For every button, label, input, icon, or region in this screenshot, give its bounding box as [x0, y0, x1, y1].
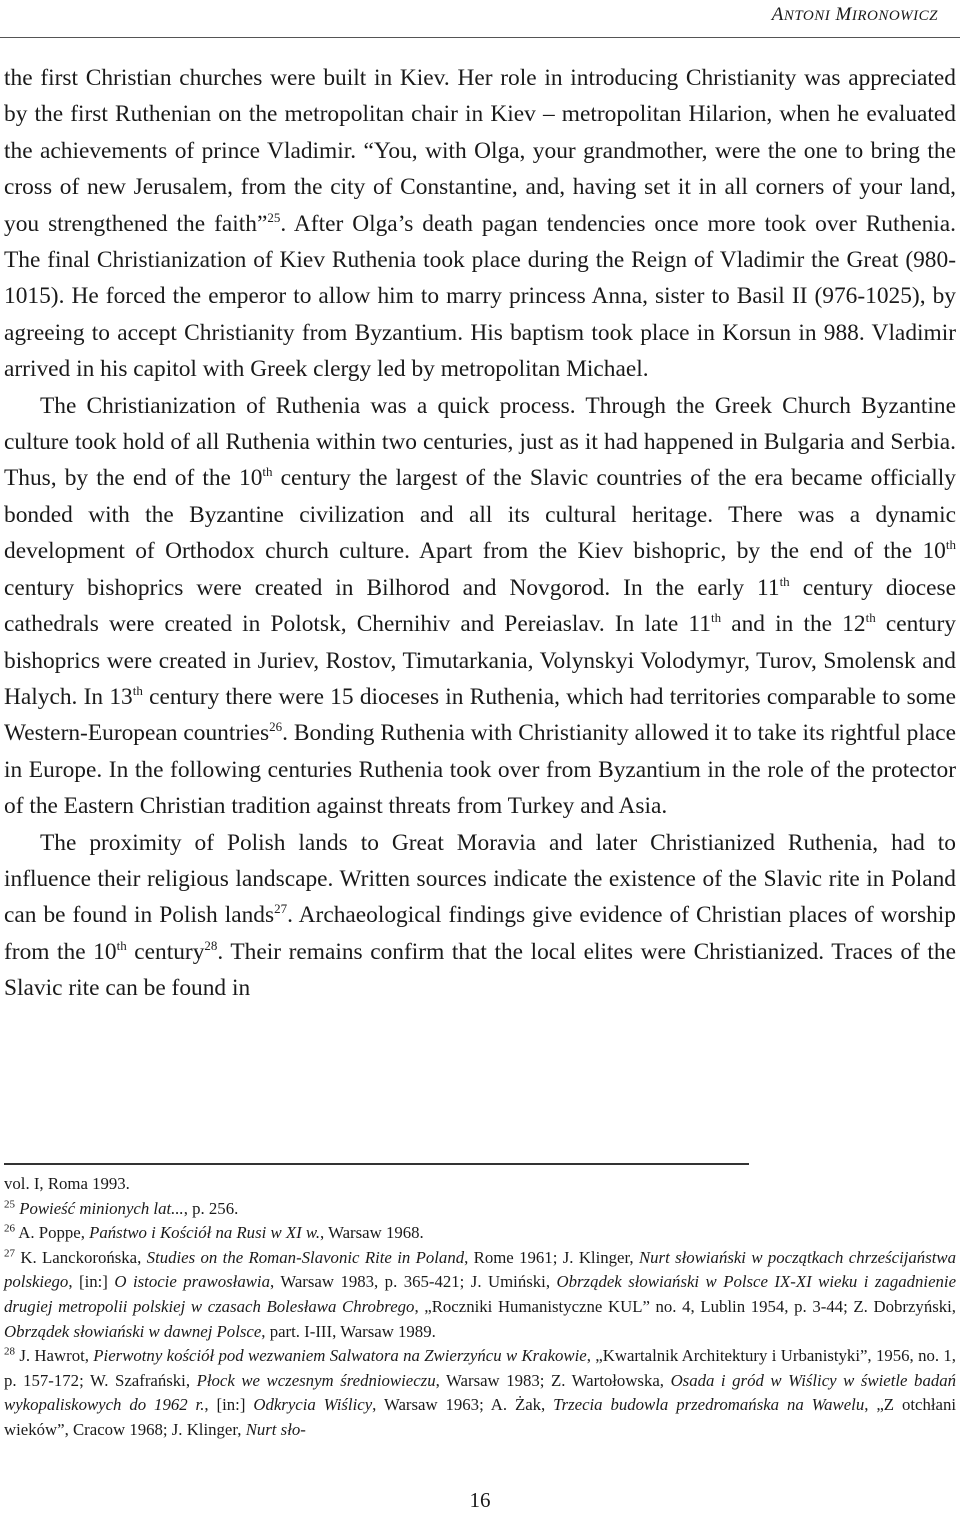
header-rule: [0, 37, 960, 38]
footnote-ref-28[interactable]: 28: [204, 937, 218, 953]
paragraph-2: The Christianization of Ruthenia was a quick process. Through the Greek Church Byzantine culture took hold of all Ruthenia within two centuries, just as it had happened in Bulgaria and Serbia. Thus, by the end of the 10th century the largest of the Slavic countries of the era became officially bonded with the Byzantine civilization and all its cultural heritage. There was a dynamic development of Orthodox church culture. Apart from the Kiev bishopric, by the end of the 10th century bishoprics were created in Bilhorod and Novgorod. In the early 11th century diocese cathedrals were created in Polotsk, Chernihiv and Pereiaslav. In late 11th and in the 12th century bishoprics were created in Juriev, Rostov, Timutarkania, Volynskyi Volodymyr, Turov, Smolensk and Halych. In 13th century there were 15 dioceses in Ruthenia, which had territories comparable to some Western-European countries$^{26}$. Bonding Ruthenia with Christianity allowed it to take its rightful place in Europe. In the following centuries Ruthenia took over from Byzantium in the role of the protector of the Eastern Christian tradition against threats from Turkey and Asia.: [4, 392, 957, 820]
footnote-rule: [4, 1163, 749, 1165]
footnote-25: $^{25}$ Powieść minionych lat..., p. 256.: [4, 1198, 239, 1218]
footnote-26: $^{26}$ A. Poppe, Państwo i Kościół na Rusi w XI w., Warsaw 1968.: [4, 1222, 424, 1243]
footnotes: [4, 1172, 956, 1443]
footnote-ref-27[interactable]: 27: [274, 901, 288, 917]
footnote-27: $^{27}$ K. Lanckorońska, Studies on the Roman-Slavonic Rite in Poland, Rome 1961; J. Klinger, Nurt słowiański w początkach chrześcijaństwa polskiego, [in:] O istocie prawosławia, Warsaw 1983, p. 365-421; J. Umiński, Obrządek słowiański w Polsce IX-XI wieku i zagadnienie drugiej metropolii polskiej w czasach Bolesława Chrobrego, „Roczniki Humanistyczne KUL” no. 4, Lublin 1954, p. 3-44; Z. Dobrzyński, Obrządek słowiański w dawnej Polsce, part. I-III, Warsaw 1989.: [4, 1247, 957, 1341]
paragraph-1: the first Christian churches were built in Kiev. Her role in introducing Christianity was appreciated by the first Ruthenian on the metropolitan chair in Kiev – metropolitan Hilarion, when he evaluated the achievements of prince Vladimir. “You, with Olga, your grandmother, were the one to bring the cross of new Jerusalem, from the city of Constantine, and, having set it in all corners of your land, you strengthened the faith”$^{25}$. After Olga’s death pagan tendencies once more took over Ruthenia. The final Christianization of Kiev Ruthenia took place during the Reign of Vladimir the Great (980-1015). He forced the emperor to allow him to marry princess Anna, sister to Basil II (976-1025), by agreeing to accept Christianity from Byzantium. His baptism took place in Korsun in 988. Vladimir arrived in his capitol with Greek clergy led by metropolitan Michael.: [4, 65, 956, 383]
footnote-28: $^{28}$ J. Hawrot, Pierwotny kościół pod wezwaniem Salwatora na Zwierzyńcu w Krakowie, „Kwartalnik Architektury i Urbanistyki”, 1956, no. 1, p. 157-172; W. Szafrański, Płock we wczesnym średniowieczu, Warsaw 1983; Z. Wartołowska, Osada i gród w Wiślicy w świetle badań wykopaliskowych do 1962 r., [in:] Odkrycia Wiślicy, Warsaw 1963; A. Żak, Trzecia budowla przedromańska na Wawelu, „Z otchłani wieków”, Cracow 1968; J. Klinger, Nurt sło-: [4, 1345, 957, 1439]
page-number: 16: [469, 1488, 491, 1512]
running-head: ANTONI MIRONOWICZ: [771, 4, 938, 25]
body-text: [4, 60, 956, 1007]
footnote-ref-25[interactable]: 25: [267, 209, 281, 225]
footnote-continuation: vol. I, Roma 1993.: [4, 1174, 130, 1193]
footnote-ref-26[interactable]: 26: [269, 719, 283, 735]
paragraph-3: The proximity of Polish lands to Great Moravia and later Christianized Ruthenia, had to influence their religious landscape. Written sources indicate the existence of the Slavic rite in Poland can be found in Polish lands$^{27}$. Archaeological findings give evidence of Christian places of worship from the 10th century$^{28}$. Their remains confirm that the local elites were Christianized. Traces of the Slavic rite can be found in: [4, 829, 956, 1002]
